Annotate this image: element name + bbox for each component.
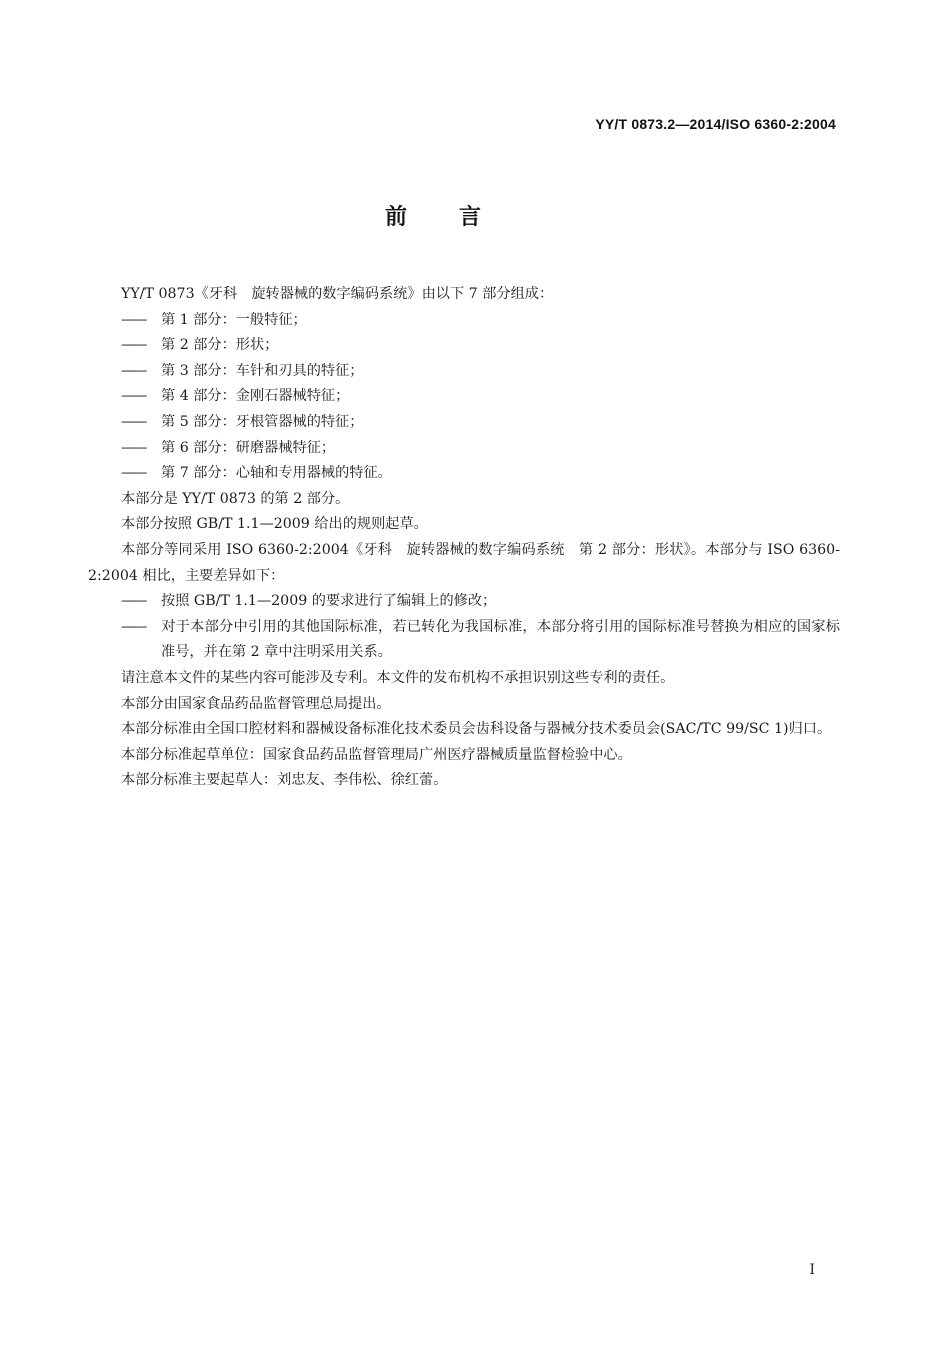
dash-marker: —— [121, 439, 146, 456]
part-label: 第 2 部分：形状； [161, 337, 279, 354]
dash-marker: —— [121, 337, 146, 354]
standard-code: YY/T 0873.2—2014/ISO 6360-2:2004 [595, 116, 836, 132]
list-item [88, 589, 840, 615]
list-item [88, 333, 840, 359]
list-item [88, 461, 840, 487]
page-title: 前言 [384, 205, 533, 230]
drafters-paragraph: 本部分标准主要起草人：刘忠友、李伟松、徐红蕾。 [121, 772, 448, 789]
dash-marker: —— [121, 362, 146, 379]
part-label: 第 4 部分：金刚石器械特征； [161, 388, 350, 405]
patent-paragraph: 请注意本文件的某些内容可能涉及专利。本文件的发布机构不承担识别这些专利的责任。 [121, 669, 675, 686]
list-item [88, 615, 840, 666]
page-number: I [809, 1262, 815, 1278]
drafting-rules-paragraph: 本部分按照 GB/T 1.1—2009 给出的规则起草。 [121, 516, 428, 533]
part-label: 第 5 部分：牙根管器械的特征； [161, 413, 364, 430]
difference-text: 对于本部分中引用的其他国际标准，若已转化为我国标准，本部分将引用的国际标准号替换为相应的国家标准号，并在第 2 章中注明采用关系。 [161, 618, 840, 661]
list-item [88, 410, 840, 436]
part-of-paragraph: 本部分是 YY/T 0873 的第 2 部分。 [121, 490, 350, 507]
list-item [88, 308, 840, 334]
part-label: 第 7 部分：心轴和专用器械的特征。 [161, 465, 392, 482]
list-item [88, 384, 840, 410]
foreword-body [88, 282, 840, 794]
parts-list [88, 308, 840, 487]
proposed-by-paragraph: 本部分由国家食品药品监督管理总局提出。 [121, 695, 391, 712]
list-item [88, 436, 840, 462]
dash-marker: —— [121, 311, 146, 328]
dash-marker: —— [121, 388, 146, 405]
drafting-unit-paragraph: 本部分标准起草单位：国家食品药品监督管理局广州医疗器械质量监督检验中心。 [121, 746, 632, 763]
part-label: 第 1 部分：一般特征； [161, 311, 307, 328]
list-item [88, 359, 840, 385]
adoption-paragraph: 本部分等同采用 ISO 6360-2:2004《牙科 旋转器械的数字编码系统 第 2 部分：形状》。本部分与 ISO 6360-2:2004 相比，主要差异如下： [88, 541, 840, 584]
part-label: 第 6 部分：研磨器械特征； [161, 439, 336, 456]
difference-text: 按照 GB/T 1.1—2009 的要求进行了编辑上的修改； [161, 593, 497, 610]
dash-marker: —— [121, 618, 146, 635]
dash-marker: —— [121, 465, 146, 482]
dash-marker: —— [121, 593, 146, 610]
differences-list [88, 589, 840, 666]
part-label: 第 3 部分：车针和刃具的特征； [161, 362, 364, 379]
dash-marker: —— [121, 413, 146, 430]
centralized-paragraph: 本部分标准由全国口腔材料和器械设备标准化技术委员会齿科设备与器械分技术委员会(SAC/TC 99/SC 1)归口。 [121, 721, 832, 738]
intro-paragraph: YY/T 0873《牙科 旋转器械的数字编码系统》由以下 7 部分组成： [121, 286, 554, 302]
